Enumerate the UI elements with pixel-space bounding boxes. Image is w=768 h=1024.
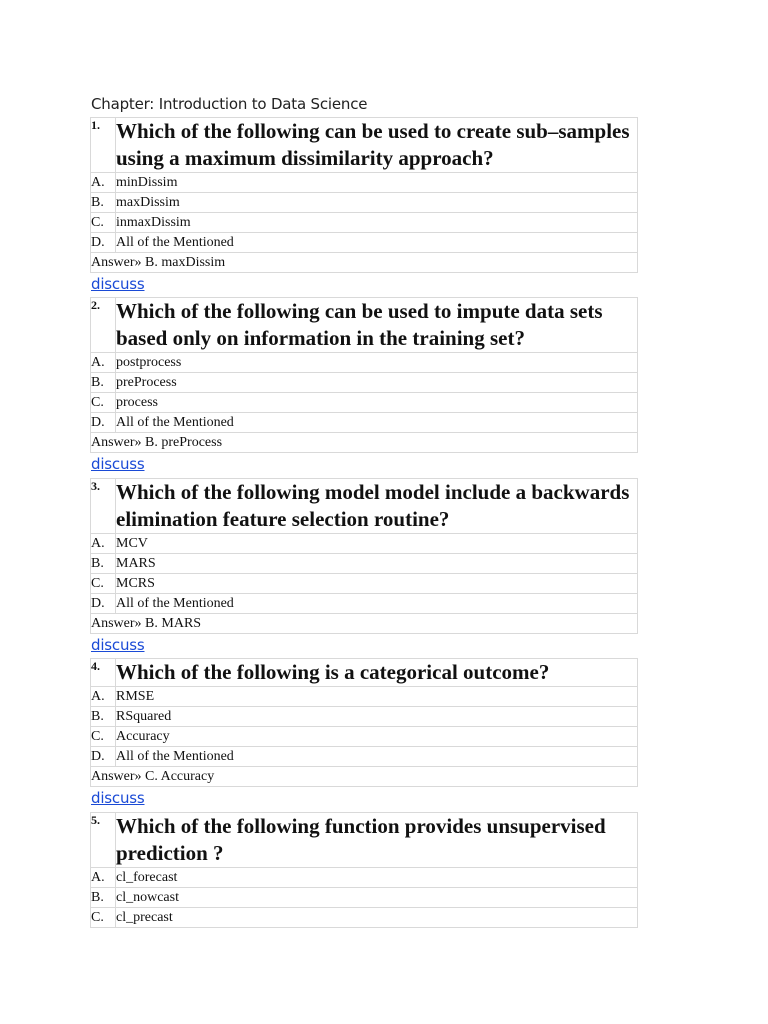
option-text: cl_precast [116, 908, 638, 928]
option-text: Accuracy [116, 727, 638, 747]
option-letter: C. [91, 213, 116, 233]
option-text: inmaxDissim [116, 213, 638, 233]
option-letter: C. [91, 727, 116, 747]
option-letter: D. [91, 594, 116, 614]
question-table [90, 658, 638, 787]
question-number: 3. [91, 479, 116, 534]
option-text: cl_forecast [116, 868, 638, 888]
option-text: process [116, 393, 638, 413]
question-table [90, 478, 638, 634]
question-table [90, 812, 638, 928]
question-number: 2. [91, 298, 116, 353]
option-text: postprocess [116, 353, 638, 373]
option-letter: B. [91, 707, 116, 727]
chapter-title: Chapter: Introduction to Data Science [91, 95, 368, 113]
option-text: All of the Mentioned [116, 594, 638, 614]
option-text: All of the Mentioned [116, 413, 638, 433]
question-table [90, 297, 638, 453]
option-text: MCV [116, 534, 638, 554]
option-letter: A. [91, 173, 116, 193]
question-text: Which of the following function provides unsupervised prediction ? [116, 813, 638, 868]
question-number: 5. [91, 813, 116, 868]
option-letter: C. [91, 393, 116, 413]
answer-text: Answer» B. maxDissim [91, 253, 638, 273]
question-block-1 [90, 117, 638, 295]
option-text: RMSE [116, 687, 638, 707]
question-block-4 [90, 658, 638, 809]
discuss-link[interactable]: discuss [91, 636, 145, 654]
option-letter: B. [91, 554, 116, 574]
question-text: Which of the following can be used to create sub–samples using a maximum dissimilarity approach? [116, 118, 638, 173]
question-text: Which of the following model model include a backwards elimination feature selection routine? [116, 479, 638, 534]
option-letter: A. [91, 353, 116, 373]
option-text: All of the Mentioned [116, 747, 638, 767]
option-text: MCRS [116, 574, 638, 594]
question-table [90, 117, 638, 273]
option-letter: D. [91, 747, 116, 767]
discuss-link[interactable]: discuss [91, 789, 145, 807]
question-block-2 [90, 297, 638, 475]
option-letter: D. [91, 413, 116, 433]
question-number: 1. [91, 118, 116, 173]
option-letter: D. [91, 233, 116, 253]
option-text: All of the Mentioned [116, 233, 638, 253]
option-text: minDissim [116, 173, 638, 193]
option-letter: B. [91, 373, 116, 393]
option-letter: A. [91, 868, 116, 888]
discuss-link[interactable]: discuss [91, 455, 145, 473]
option-text: MARS [116, 554, 638, 574]
option-letter: B. [91, 888, 116, 908]
question-text: Which of the following can be used to impute data sets based only on information in the training set? [116, 298, 638, 353]
option-letter: C. [91, 574, 116, 594]
option-letter: A. [91, 687, 116, 707]
option-letter: A. [91, 534, 116, 554]
question-number: 4. [91, 659, 116, 687]
option-text: maxDissim [116, 193, 638, 213]
option-letter: B. [91, 193, 116, 213]
option-text: preProcess [116, 373, 638, 393]
question-block-5 [90, 812, 638, 928]
option-text: RSquared [116, 707, 638, 727]
answer-text: Answer» B. preProcess [91, 433, 638, 453]
option-letter: C. [91, 908, 116, 928]
discuss-link[interactable]: discuss [91, 275, 145, 293]
question-text: Which of the following is a categorical outcome? [116, 659, 638, 687]
option-text: cl_nowcast [116, 888, 638, 908]
answer-text: Answer» B. MARS [91, 614, 638, 634]
question-block-3 [90, 478, 638, 656]
answer-text: Answer» C. Accuracy [91, 767, 638, 787]
